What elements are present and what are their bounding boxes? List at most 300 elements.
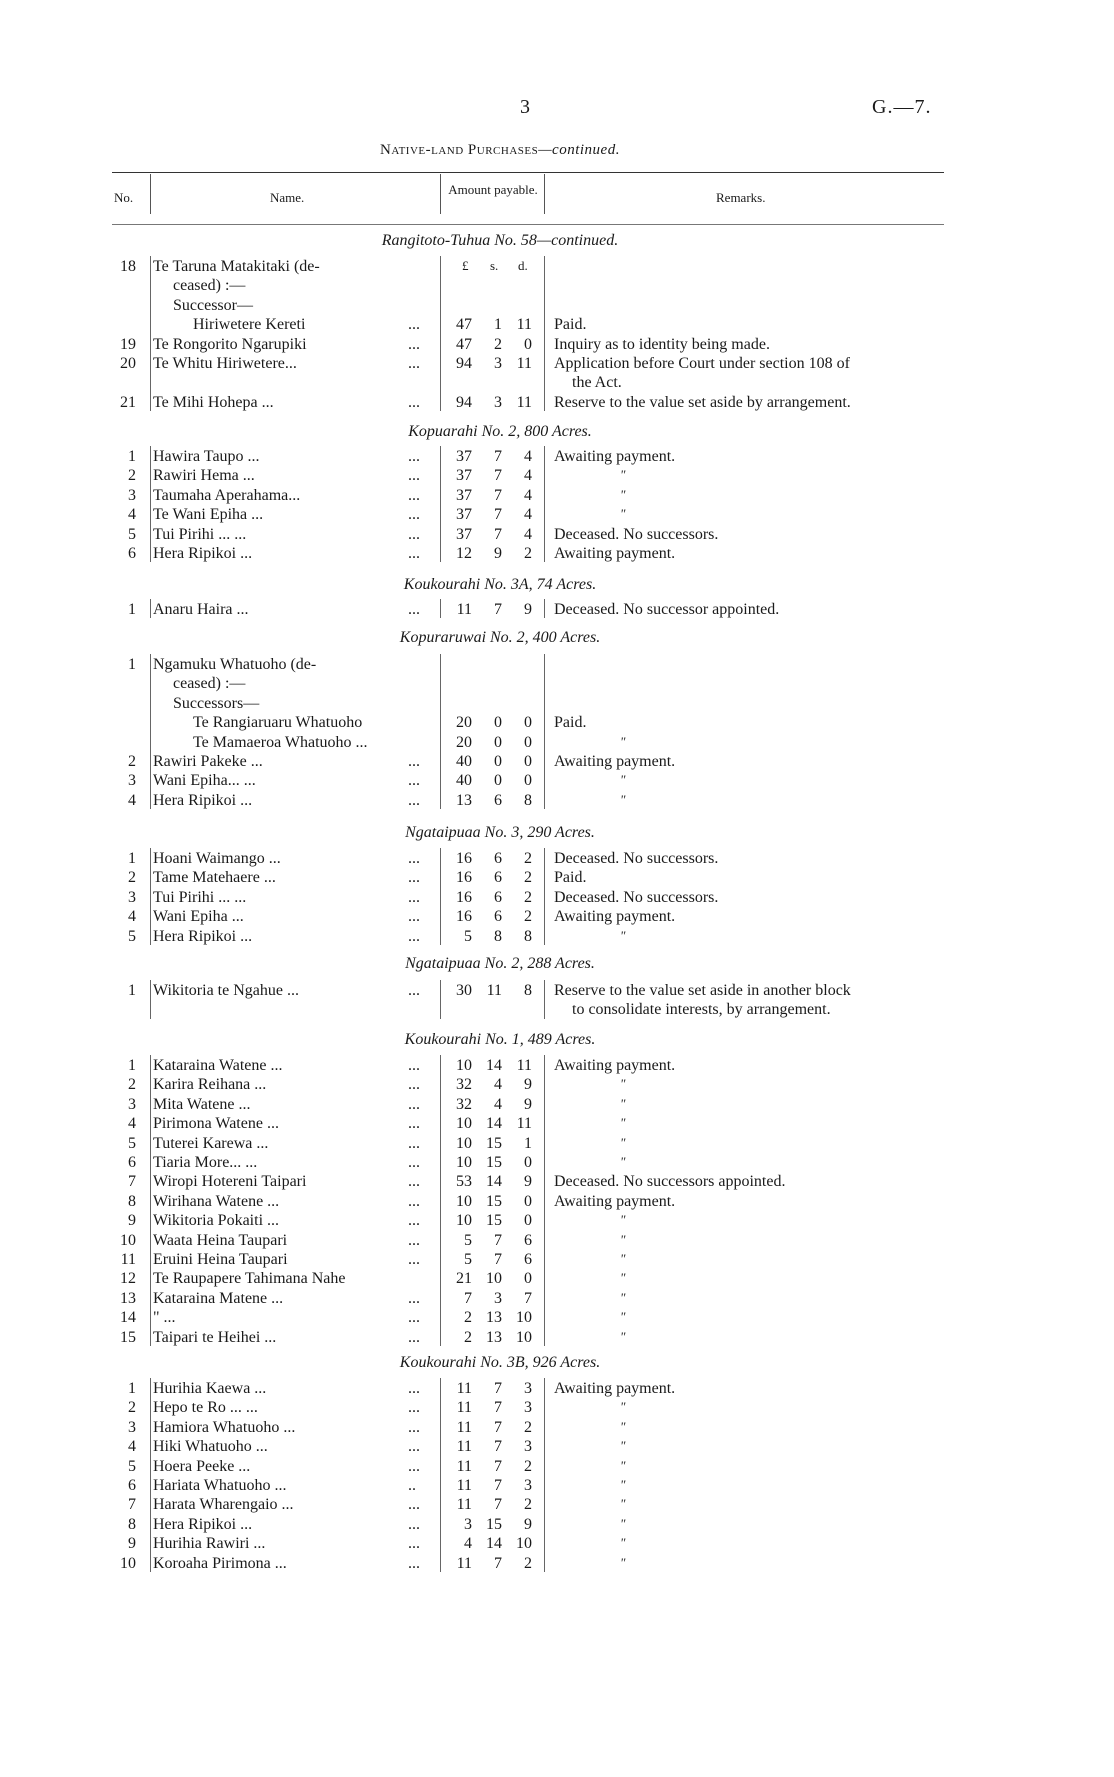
amount-pounds: 37 — [456, 448, 472, 465]
amount-shillings: 7 — [494, 448, 502, 465]
row-dots: ... — [408, 1399, 420, 1417]
row-number: 1 — [128, 1380, 136, 1397]
column-header-name: Name. — [270, 190, 305, 205]
table-row — [0, 1096, 1114, 1115]
amount-shillings: 8 — [494, 927, 502, 945]
row-dots: ... — [408, 1515, 420, 1533]
table-row — [0, 1458, 1114, 1477]
row-dots: ... — [408, 1154, 420, 1171]
table-row — [0, 506, 1114, 525]
row-dots: ... — [408, 1554, 420, 1572]
amount-shillings: 7 — [494, 1438, 502, 1456]
amount-pounds: 2 — [464, 1309, 472, 1327]
row-remarks: " — [620, 1095, 626, 1111]
table-row — [0, 772, 1114, 791]
row-dots: ... — [408, 1115, 420, 1133]
row-number: 10 — [120, 1554, 136, 1572]
row-number: 1 — [128, 850, 136, 867]
section-title: Koukourahi No. 3A, 74 Acres. — [403, 576, 597, 593]
row-name: Harata Wharengaio ... — [153, 1496, 294, 1514]
row-dots: ... — [408, 1134, 420, 1152]
table-row — [0, 928, 1114, 947]
row-number: 12 — [120, 1270, 136, 1288]
row-number: 11 — [120, 1251, 136, 1268]
amount-pence: 10 — [516, 1309, 532, 1327]
amount-pounds: 94 — [456, 355, 472, 372]
amount-pounds: 11 — [456, 1554, 472, 1572]
table-row — [0, 850, 1114, 869]
table-row — [0, 1193, 1114, 1212]
amount-pence: 8 — [524, 982, 532, 999]
section-title: Ngataipuaa No. 2, 288 Acres. — [405, 955, 595, 972]
row-number: 4 — [128, 1438, 136, 1456]
row-dots: ... — [408, 545, 420, 562]
amount-pounds: 7 — [464, 1289, 472, 1307]
row-number: 13 — [120, 1289, 136, 1307]
amount-pounds: 10 — [456, 1115, 472, 1133]
row-name: Karira Reihana ... — [153, 1076, 267, 1094]
row-number: 6 — [128, 545, 136, 562]
row-number: 4 — [128, 506, 136, 524]
row-remarks: " — [620, 1496, 626, 1512]
amount-shillings: 13 — [486, 1309, 502, 1327]
row-dots: ... — [408, 1457, 420, 1475]
amount-pence: 8 — [524, 791, 532, 809]
amount-shillings: 14 — [486, 1535, 502, 1553]
amount-shillings: 3 — [494, 355, 502, 372]
amount-pence: 2 — [524, 1457, 532, 1475]
row-dots: ... — [408, 791, 420, 809]
amount-pounds: 11 — [456, 601, 472, 618]
amount-pounds: 2 — [464, 1328, 472, 1346]
amount-pounds: 4 — [464, 1535, 472, 1553]
row-remarks: Deceased. No successors. — [554, 888, 719, 906]
amount-pence: 0 — [524, 1270, 532, 1288]
table-row — [0, 374, 1114, 393]
row-name: Te Mihi Hohepa ... — [153, 393, 274, 411]
amount-pence: 9 — [524, 1173, 532, 1191]
row-dots: ... — [408, 1535, 420, 1553]
section-title: Rangitoto-Tuhua No. 58—continued. — [381, 232, 619, 249]
amount-shillings: 0 — [494, 772, 502, 790]
amount-pence: 0 — [524, 714, 532, 732]
table-row — [0, 1135, 1114, 1154]
row-dots: ... — [408, 1212, 420, 1230]
row-number: 2 — [128, 753, 136, 770]
amount-shillings: 7 — [494, 1554, 502, 1572]
amount-pence: 3 — [524, 1380, 532, 1397]
row-number: 1 — [128, 448, 136, 465]
row-remarks: " — [620, 1212, 626, 1228]
row-number: 7 — [128, 1173, 136, 1191]
amount-shillings: 0 — [494, 753, 502, 770]
row-name: Tuterei Karewa ... — [153, 1134, 269, 1152]
row-name: Hera Ripikoi ... — [153, 1515, 253, 1533]
row-dots: ... — [408, 1328, 420, 1346]
amount-pence: 11 — [516, 316, 532, 334]
row-remarks: " — [620, 1270, 626, 1286]
amount-pence: 6 — [524, 1251, 532, 1268]
row-dots: ... — [408, 467, 420, 485]
row-dots: ... — [408, 753, 420, 770]
table-row — [0, 1290, 1114, 1309]
row-dots: ... — [408, 1380, 420, 1397]
amount-pence: 10 — [516, 1328, 532, 1346]
table-row — [0, 316, 1114, 335]
row-number: 5 — [128, 525, 136, 543]
row-dots: ... — [408, 869, 420, 887]
row-remarks: Paid. — [554, 316, 587, 334]
amount-shillings: 7 — [494, 1477, 502, 1494]
amount-pence: 9 — [524, 1515, 532, 1533]
amount-pounds: 5 — [464, 927, 472, 945]
row-number: 2 — [128, 467, 136, 485]
amount-pounds: 11 — [456, 1457, 472, 1475]
amount-shillings: 15 — [486, 1212, 502, 1230]
amount-pence: 3 — [524, 1477, 532, 1494]
amount-pounds: 32 — [456, 1076, 472, 1094]
row-dots: ... — [408, 772, 420, 790]
row-remarks: Deceased. No successor appointed. — [554, 601, 780, 618]
row-name: Mita Watene ... — [153, 1095, 251, 1113]
row-name: Hiki Whatuoho ... — [153, 1438, 268, 1456]
page-reference: G.—7. — [872, 96, 932, 118]
row-name: Te Rongorito Ngarupiki — [153, 335, 307, 353]
amount-pounds: 47 — [456, 316, 472, 334]
amount-pounds: 11 — [456, 1438, 472, 1456]
row-remarks: " — [620, 506, 626, 522]
table-row — [0, 753, 1114, 772]
amount-pounds: 47 — [456, 335, 472, 353]
amount-pounds: 11 — [456, 1380, 472, 1397]
column-header-amount: Amount payable. — [448, 182, 538, 197]
row-remarks: " — [620, 1399, 626, 1415]
amount-pounds: 37 — [456, 506, 472, 524]
amount-pence: 10 — [516, 1535, 532, 1553]
row-dots: ... — [408, 1231, 420, 1249]
amount-shillings: 7 — [494, 525, 502, 543]
amount-pence: 2 — [524, 1418, 532, 1436]
amount-shillings: 7 — [494, 1418, 502, 1436]
amount-shillings: 7 — [494, 1251, 502, 1268]
row-remarks: " — [620, 1328, 626, 1344]
row-number: 18 — [120, 258, 136, 275]
table-row — [0, 1438, 1114, 1457]
amount-shillings: 15 — [486, 1515, 502, 1533]
table-row — [0, 601, 1114, 620]
row-name: Wirihana Watene ... — [153, 1192, 280, 1210]
row-dots: ... — [408, 1095, 420, 1113]
row-number: 6 — [128, 1154, 136, 1171]
row-remarks: " — [620, 1134, 626, 1150]
amount-pounds: 16 — [456, 869, 472, 887]
row-dots: ... — [408, 1192, 420, 1210]
amount-pence: 2 — [524, 850, 532, 867]
table-row — [0, 297, 1114, 316]
amount-shillings: 7 — [494, 467, 502, 485]
amount-shillings: 7 — [494, 1231, 502, 1249]
row-name: " ... — [153, 1309, 176, 1327]
amount-shillings: 7 — [494, 486, 502, 504]
row-remarks: Awaiting payment. — [554, 1380, 676, 1397]
row-number: 2 — [128, 869, 136, 887]
row-name: Hera Ripikoi ... — [153, 791, 253, 809]
table-row — [0, 1496, 1114, 1515]
row-remarks: Awaiting payment. — [554, 753, 676, 770]
table-row — [0, 792, 1114, 811]
amount-pence: 3 — [524, 1438, 532, 1456]
amount-pence: 11 — [516, 355, 532, 372]
amount-pounds: 10 — [456, 1134, 472, 1152]
row-name: Te Wani Epiha ... — [153, 506, 264, 524]
amount-shillings: 14 — [486, 1173, 502, 1191]
amount-pence: 1 — [524, 1134, 532, 1152]
row-name: Wani Epiha... ... — [153, 772, 256, 790]
amount-shillings: 4 — [494, 1095, 502, 1113]
row-dots: ... — [408, 1289, 420, 1307]
amount-pounds: 16 — [456, 888, 472, 906]
amount-shillings: 14 — [486, 1115, 502, 1133]
amount-pence: 0 — [524, 335, 532, 353]
row-number: 3 — [128, 1418, 136, 1436]
row-name: Wiropi Hotereni Taipari — [153, 1173, 307, 1191]
row-name: ceased) :— — [173, 675, 246, 693]
row-name: Anaru Haira ... — [153, 601, 249, 618]
row-name: Hawira Taupo ... — [153, 448, 260, 465]
row-remarks: " — [620, 791, 626, 807]
row-remarks: Paid. — [554, 714, 587, 732]
row-number: 9 — [128, 1535, 136, 1553]
row-remarks: " — [620, 1554, 626, 1570]
amount-pence: 11 — [516, 1115, 532, 1133]
amount-pence: 3 — [524, 1399, 532, 1417]
amount-pounds: 40 — [456, 753, 472, 770]
row-remarks: " — [620, 1438, 626, 1454]
amount-pence: 0 — [524, 1192, 532, 1210]
row-remarks: Deceased. No successors appointed. — [554, 1173, 786, 1191]
amount-shillings: 7 — [494, 1457, 502, 1475]
row-dots: ... — [408, 888, 420, 906]
amount-shillings: 15 — [486, 1154, 502, 1171]
amount-pounds: 10 — [456, 1057, 472, 1074]
amount-shillings: 6 — [494, 908, 502, 926]
amount-pence: 4 — [524, 506, 532, 524]
amount-pounds: 12 — [456, 545, 472, 562]
amount-shillings: 0 — [494, 733, 502, 751]
row-number: 9 — [128, 1212, 136, 1230]
row-name: Taumaha Aperahama... — [153, 486, 301, 504]
amount-pence: 11 — [516, 393, 532, 411]
row-remarks: " — [620, 1251, 626, 1266]
row-name: Hepo te Ro ... ... — [153, 1399, 258, 1417]
row-name: Kataraina Watene ... — [153, 1057, 283, 1074]
amount-pence: 11 — [516, 1057, 532, 1074]
table-row — [0, 1173, 1114, 1192]
row-dots: ... — [408, 1057, 420, 1074]
table-row — [0, 1232, 1114, 1251]
amount-pence: 2 — [524, 545, 532, 562]
row-remarks: Awaiting payment. — [554, 1192, 676, 1210]
row-name: Tui Pirihi ... ... — [153, 888, 247, 906]
table-row — [0, 908, 1114, 927]
section-title: Kopuarahi No. 2, 800 Acres. — [408, 423, 592, 440]
row-name: Successor— — [173, 296, 253, 314]
table-row — [0, 1555, 1114, 1574]
row-dots: ... — [408, 1076, 420, 1094]
section-title: Ngataipuaa No. 3, 290 Acres. — [405, 824, 595, 841]
amount-shillings: 6 — [494, 791, 502, 809]
row-dots: ... — [408, 927, 420, 945]
amount-pence: 0 — [524, 733, 532, 751]
row-remarks: Inquiry as to identity being made. — [554, 335, 770, 353]
row-dots: ... — [408, 601, 420, 618]
row-name: Rawiri Pakeke ... — [153, 753, 263, 770]
row-number: 15 — [120, 1328, 136, 1346]
page-number: 3 — [520, 96, 530, 118]
row-number: 1 — [128, 982, 136, 999]
amount-pence: 0 — [524, 1154, 532, 1171]
amount-pounds: 20 — [456, 714, 472, 732]
row-dots: ... — [408, 335, 420, 353]
row-dots: ... — [408, 506, 420, 524]
table-row — [0, 467, 1114, 486]
unit-d: d. — [518, 258, 528, 273]
row-remarks: " — [620, 927, 626, 943]
amount-shillings: 1 — [494, 316, 502, 334]
row-name: Te Rangiaruaru Whatuoho — [193, 714, 363, 732]
amount-pence: 0 — [524, 1212, 532, 1230]
amount-pence: 4 — [524, 448, 532, 465]
unit-l: £ — [462, 258, 469, 273]
amount-pence: 6 — [524, 1231, 532, 1249]
row-remarks: " — [620, 467, 626, 483]
row-number: 5 — [128, 1134, 136, 1152]
row-dots: ... — [408, 525, 420, 543]
section-title: Koukourahi No. 3B, 926 Acres. — [399, 1354, 601, 1371]
row-name: Tame Matehaere ... — [153, 869, 276, 887]
amount-pence: 2 — [524, 888, 532, 906]
row-remarks: " — [620, 1477, 626, 1492]
row-name: Te Taruna Matakitaki (de- — [153, 258, 320, 275]
amount-pence: 9 — [524, 1095, 532, 1113]
row-name: ceased) :— — [173, 277, 246, 295]
row-remarks: " — [620, 1076, 626, 1092]
amount-pence: 2 — [524, 908, 532, 926]
table-row — [0, 1380, 1114, 1399]
row-dots: ... — [408, 393, 420, 411]
row-remarks: " — [620, 1115, 626, 1131]
amount-shillings: 15 — [486, 1192, 502, 1210]
row-remarks: " — [620, 1515, 626, 1531]
table-title-continued: —continued. — [538, 142, 620, 158]
amount-shillings: 15 — [486, 1134, 502, 1152]
row-number: 14 — [120, 1309, 136, 1327]
row-name: Hamiora Whatuoho ... — [153, 1418, 296, 1436]
amount-pounds: 94 — [456, 393, 472, 411]
table-row — [0, 656, 1114, 675]
row-remarks: " — [620, 1457, 626, 1473]
row-number: 21 — [120, 393, 136, 411]
amount-shillings: 6 — [494, 888, 502, 906]
amount-pounds: 5 — [464, 1251, 472, 1268]
column-header-remarks: Remarks. — [716, 190, 766, 205]
table-row — [0, 1270, 1114, 1289]
table-row — [0, 448, 1114, 467]
row-name: Koroaha Pirimona ... — [153, 1554, 287, 1572]
row-remarks: " — [620, 772, 626, 788]
row-number: 5 — [128, 927, 136, 945]
row-remarks: " — [620, 1418, 626, 1434]
row-remarks: Application before Court under section 108 of — [554, 355, 850, 372]
row-number: 1 — [128, 1057, 136, 1074]
amount-pounds: 11 — [456, 1399, 472, 1417]
row-remarks: Deceased. No successors. — [554, 850, 719, 867]
row-name: Hoera Peeke ... — [153, 1457, 251, 1475]
amount-pounds: 30 — [456, 982, 472, 999]
table-row — [0, 1477, 1114, 1496]
amount-shillings: 7 — [494, 506, 502, 524]
table-row — [0, 545, 1114, 564]
row-number: 3 — [128, 486, 136, 504]
amount-shillings: 6 — [494, 850, 502, 867]
amount-pence: 2 — [524, 869, 532, 887]
row-dots: ... — [408, 1251, 420, 1268]
table-row — [0, 1419, 1114, 1438]
row-remarks: " — [620, 486, 626, 502]
row-name: Taipari te Heihei ... — [153, 1328, 277, 1346]
amount-pounds: 37 — [456, 525, 472, 543]
table-row — [0, 734, 1114, 753]
row-number: 4 — [128, 1115, 136, 1133]
row-number: 2 — [128, 1399, 136, 1417]
amount-pounds: 10 — [456, 1154, 472, 1171]
row-name: Ngamuku Whatuoho (de- — [153, 656, 317, 673]
row-remarks: " — [620, 1289, 626, 1305]
row-dots: .. — [408, 1477, 416, 1494]
table-row — [0, 336, 1114, 355]
amount-shillings: 0 — [494, 714, 502, 732]
amount-pounds: 32 — [456, 1095, 472, 1113]
row-dots: ... — [408, 1173, 420, 1191]
row-name: Wikitoria te Ngahue ... — [153, 982, 299, 999]
amount-shillings: 4 — [494, 1076, 502, 1094]
amount-shillings: 10 — [486, 1270, 502, 1288]
amount-pence: 9 — [524, 601, 532, 618]
amount-shillings: 6 — [494, 869, 502, 887]
row-name: Hiriwetere Kereti — [193, 316, 306, 334]
table-row — [0, 1309, 1114, 1328]
row-number: 8 — [128, 1515, 136, 1533]
table-row — [0, 1535, 1114, 1554]
row-name: Te Mamaeroa Whatuoho ... — [193, 733, 368, 751]
row-name: Te Whitu Hiriwetere... — [153, 355, 297, 372]
table-row — [0, 1399, 1114, 1418]
row-number: 4 — [128, 908, 136, 926]
row-name: Waata Heina Taupari — [153, 1231, 288, 1249]
unit-s: s. — [490, 258, 499, 273]
row-dots: ... — [408, 908, 420, 926]
row-name: Tiaria More... ... — [153, 1154, 258, 1171]
amount-shillings: 3 — [494, 393, 502, 411]
amount-pounds: 10 — [456, 1212, 472, 1230]
row-dots: ... — [408, 1309, 420, 1327]
table-row — [0, 394, 1114, 413]
row-name: Pirimona Watene ... — [153, 1115, 279, 1133]
row-remarks: Paid. — [554, 869, 587, 887]
amount-shillings: 2 — [494, 335, 502, 353]
row-number: 10 — [120, 1231, 136, 1249]
table-row — [0, 982, 1114, 1001]
